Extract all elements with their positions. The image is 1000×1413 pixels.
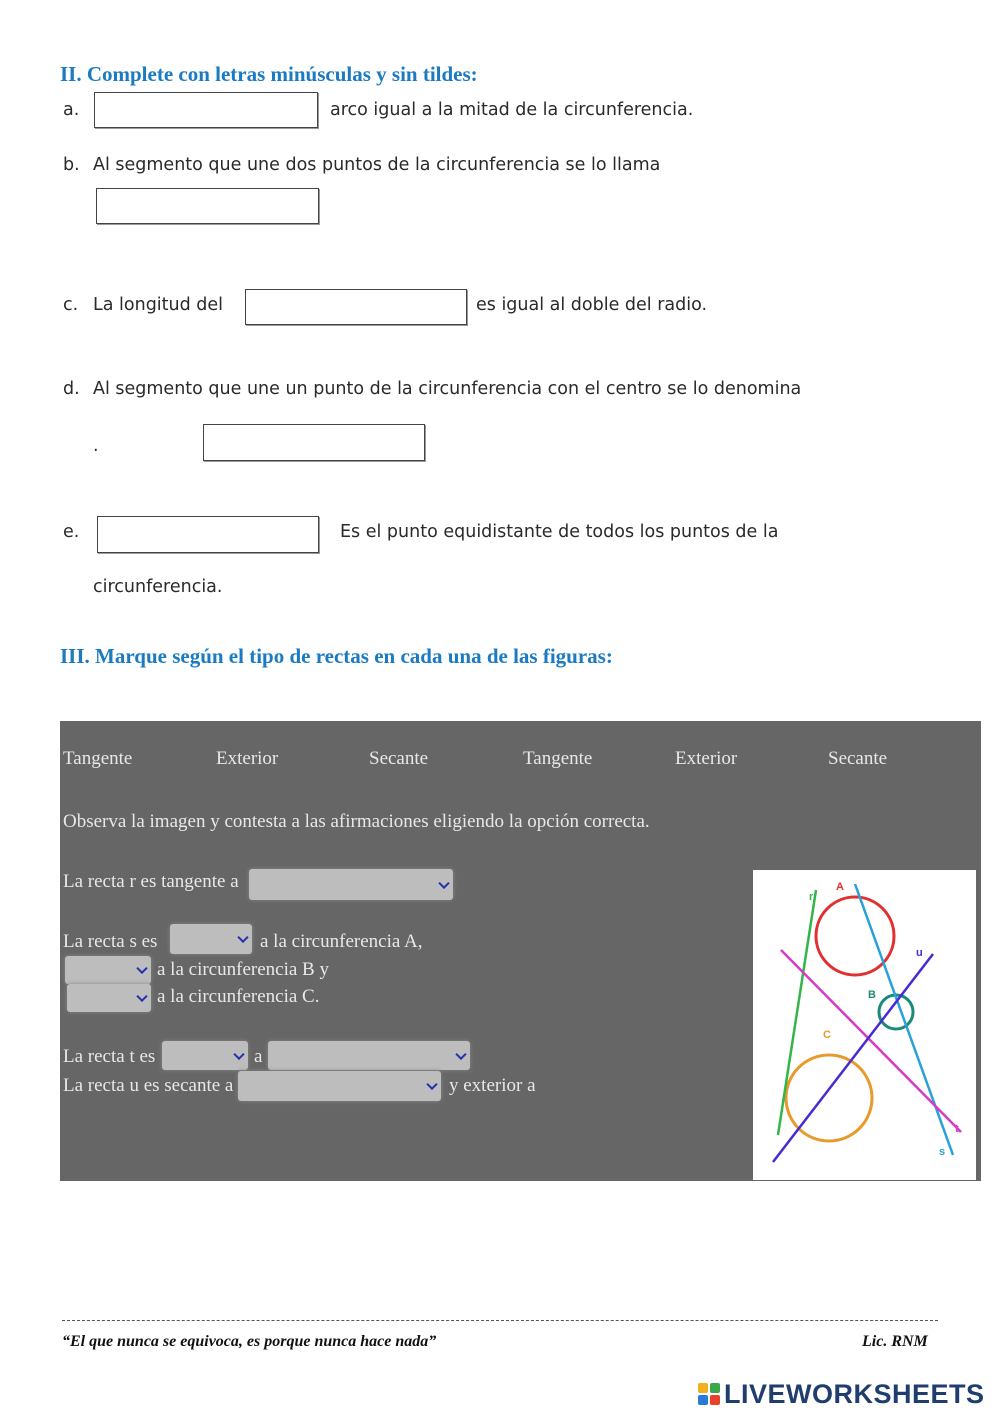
label-t: t (955, 1123, 959, 1135)
chevron-down-icon (136, 963, 147, 974)
instruction-text: Observa la imagen y contesta a las afirmaciones eligiendo la opción correcta. (63, 811, 650, 832)
brand-name: LIVEWORKSHEETS (724, 1378, 985, 1409)
label-a: A (836, 881, 844, 893)
recta-t-circle-select[interactable] (268, 1041, 470, 1070)
recta-s-a-select[interactable] (170, 924, 252, 954)
recta-s-a-text: a la circunferencia A, (260, 931, 423, 952)
recta-t-type-select[interactable] (162, 1041, 248, 1070)
option-word: Tangente (523, 748, 593, 769)
answer-b-input[interactable] (96, 188, 319, 224)
chevron-down-icon (233, 1048, 244, 1059)
recta-r-select[interactable] (249, 869, 453, 900)
chevron-down-icon (426, 1079, 437, 1090)
line-r (778, 890, 816, 1135)
item-d-dot: . (93, 436, 99, 456)
item-e-letter: e. (63, 522, 80, 542)
label-s: s (939, 1146, 946, 1158)
recta-u-secant-select[interactable] (238, 1071, 441, 1101)
circles-lines-figure (753, 870, 976, 1180)
answer-e-input[interactable] (97, 516, 319, 553)
option-word: Tangente (63, 748, 133, 769)
answer-d-input[interactable] (203, 424, 425, 461)
section-2-title: II. Complete con letras minúsculas y sin tildes: (60, 62, 478, 86)
item-b-letter: b. (63, 155, 80, 175)
footer-divider (62, 1320, 938, 1321)
recta-s-b-text: a la circunferencia B y (157, 959, 329, 980)
label-c: C (823, 1029, 831, 1041)
recta-r-text: La recta r es tangente a (63, 871, 239, 892)
label-r: r (809, 891, 814, 903)
recta-t-text: La recta t es (63, 1046, 156, 1067)
item-d-letter: d. (63, 379, 80, 399)
geometry-diagram (753, 870, 976, 1180)
label-u: u (916, 947, 923, 959)
option-word: Secante (828, 748, 888, 769)
item-c-text-after: es igual al doble del radio. (476, 295, 708, 315)
option-word: Exterior (675, 748, 738, 769)
answer-a-input[interactable] (94, 92, 318, 128)
footer-author: Lic. RNM (862, 1333, 928, 1350)
chevron-down-icon (136, 991, 147, 1002)
recta-t-a-text: a (254, 1046, 263, 1067)
recta-u-text: La recta u es secante a (63, 1075, 234, 1096)
recta-u-exterior-text: y exterior a (449, 1075, 536, 1096)
chevron-down-icon (438, 877, 449, 888)
chevron-down-icon (237, 932, 248, 943)
label-b: B (868, 989, 876, 1001)
item-c-letter: c. (63, 295, 79, 315)
item-a-text: arco igual a la mitad de la circunferencia. (330, 100, 694, 120)
answer-c-input[interactable] (245, 289, 467, 325)
item-a-letter: a. (63, 100, 80, 120)
item-e-text: Es el punto equidistante de todos los puntos de la (340, 522, 779, 542)
circle-a (816, 897, 894, 975)
item-e-text-cont: circunferencia. (93, 577, 223, 597)
option-word: Exterior (216, 748, 279, 769)
chevron-down-icon (455, 1048, 466, 1059)
logo-mark-icon (698, 1383, 720, 1405)
recta-s-b-select[interactable] (65, 956, 151, 984)
section-3-title: III. Marque según el tipo de rectas en cada una de las figuras: (60, 644, 613, 668)
liveworksheets-logo (698, 1378, 985, 1410)
recta-s-c-select[interactable] (67, 984, 151, 1012)
footer-quote: “El que nunca se equivoca, es porque nunca hace nada” (62, 1333, 437, 1350)
option-word: Secante (369, 748, 429, 769)
recta-s-text: La recta s es (63, 931, 158, 952)
item-b-text: Al segmento que une dos puntos de la circunferencia se lo llama (93, 155, 661, 175)
item-d-text: Al segmento que une un punto de la circunferencia con el centro se lo denomina (93, 379, 802, 399)
line-u (773, 954, 933, 1162)
recta-s-c-text: a la circunferencia C. (157, 986, 320, 1007)
item-c-text-before: La longitud del (93, 295, 224, 315)
